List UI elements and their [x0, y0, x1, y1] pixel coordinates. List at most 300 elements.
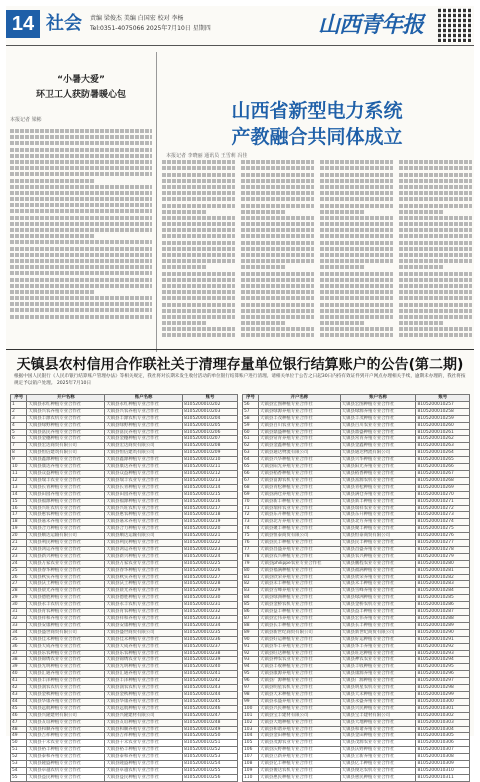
text-line — [10, 222, 152, 226]
table-cell: 8105200010207 — [183, 436, 238, 443]
table-cell: 8105200010252 — [183, 747, 238, 754]
table-cell: 天镇县常青养殖专业合作社 — [259, 436, 341, 443]
table-cell: 8105200010240 — [183, 664, 238, 671]
table-cell: 8105200010242 — [183, 678, 238, 685]
text-line — [320, 210, 364, 214]
text-line — [162, 216, 235, 220]
table-cell: 天镇县益民种植专业合作社 — [105, 774, 183, 781]
table-cell: 天镇县康源养殖专业合作社 — [340, 671, 416, 678]
text-line — [10, 209, 152, 213]
table-cell: 天镇县金桥农机专业合作社 — [340, 602, 416, 609]
table-cell: 天镇县旺达种植专业合作社 — [340, 650, 416, 657]
section-name: 社会 — [46, 13, 82, 34]
table-cell: 天镇县丰收种植专业合作社 — [259, 664, 341, 671]
text-line — [162, 278, 235, 282]
table-row — [243, 443, 470, 450]
text-line — [10, 284, 152, 288]
main-article-byline: 本报记者 李晓丽 通讯员 王雪莉 冯佳 — [166, 153, 248, 159]
text-line — [241, 216, 314, 220]
text-line — [162, 228, 235, 232]
text-line — [320, 315, 393, 319]
table-cell: 天镇县和谐养殖专业合作社 — [259, 726, 341, 733]
table-cell: 8105200010241 — [183, 671, 238, 678]
table-cell: 天镇县友谊种植专业合作社 — [27, 719, 105, 726]
text-line — [162, 173, 235, 177]
table-cell: 天镇县北方养殖专业合作社 — [340, 519, 416, 526]
table-cell: 8105200010212 — [183, 470, 238, 477]
table-row — [243, 553, 470, 560]
table-cell: 68 — [243, 484, 259, 491]
table-cell: 8105200010259 — [416, 415, 470, 422]
text-line — [399, 321, 443, 325]
table-cell: 天镇县隆盛种植专业合作社 — [105, 761, 183, 768]
table-row — [11, 526, 238, 533]
table-cell: 天镇县长青种植专业合作社 — [105, 484, 183, 491]
table-row — [11, 436, 238, 443]
table-cell: 天镇县田园养殖专业合作社 — [105, 491, 183, 498]
table-cell: 天镇县茂源农业专业合作社 — [259, 740, 341, 747]
table-cell: 8105200010268 — [416, 477, 470, 484]
table-cell: 8105200010216 — [183, 498, 238, 505]
table-cell: 8105200010231 — [183, 602, 238, 609]
table-row — [11, 705, 238, 712]
table-cell: 天镇县通达物流有限公司 — [340, 450, 416, 457]
text-line — [399, 315, 472, 319]
table-cell: 天镇县众益种植专业合作社 — [105, 470, 183, 477]
table-cell: 天镇县兴民种植专业合作社 — [340, 705, 416, 712]
table-cell: 8105200010215 — [183, 491, 238, 498]
table-cell: 天镇县广源种植专业合作社 — [340, 678, 416, 685]
table-cell: 8105200010281 — [416, 567, 470, 574]
table-cell: 天镇县乐农种植专业合作社 — [105, 650, 183, 657]
table-cell: 8105200010279 — [416, 553, 470, 560]
table-row — [243, 526, 470, 533]
table-cell: 天镇县吉祥种植专业合作社 — [105, 733, 183, 740]
table-cell: 天镇县丰泽种植专业合作社 — [105, 678, 183, 685]
table-row — [243, 477, 470, 484]
text-line — [162, 241, 235, 245]
table-cell: 44 — [11, 698, 27, 705]
notice-title: 天镇县农村信用合作联社关于清理存量单位银行结算账户的公告(第二期) — [16, 357, 464, 373]
table-cell: 81 — [243, 574, 259, 581]
table-row — [243, 560, 470, 567]
text-line — [162, 234, 235, 238]
text-line — [320, 247, 393, 251]
side-article-body — [10, 129, 152, 319]
table-cell: 8105200010210 — [183, 457, 238, 464]
table-cell: 93 — [243, 657, 259, 664]
table-cell: 8105200010291 — [416, 636, 470, 643]
text-line — [10, 265, 152, 269]
text-line — [241, 309, 314, 313]
table-cell: 8105200010220 — [183, 526, 238, 533]
table-cell: 天镇县顺达运输有限公司 — [105, 533, 183, 540]
table-cell: 8105200010227 — [183, 574, 238, 581]
table-cell: 8105200010273 — [416, 512, 470, 519]
text-line — [320, 265, 364, 269]
table-cell: 天镇县大地种植专业合作社 — [259, 719, 341, 726]
text-line — [10, 253, 152, 257]
text-line — [399, 222, 472, 226]
table-cell: 54 — [11, 767, 27, 774]
text-line — [399, 290, 472, 294]
table-cell: 8105200010282 — [416, 574, 470, 581]
contact-date: Tel:0351-4075066 2025年7月10日 星期四 — [90, 25, 211, 32]
table-cell: 天镇县祥和养殖专业合作社 — [105, 616, 183, 623]
table-cell: 天镇县雪峰养殖专业合作社 — [340, 588, 416, 595]
table-cell: 天镇县鼎盛种植专业合作社 — [259, 429, 341, 436]
text-line — [320, 179, 393, 183]
table-row — [243, 470, 470, 477]
table-cell: 天镇县满仓养殖专业合作社 — [340, 491, 416, 498]
table-cell: 天镇县绿洲种植专业合作社 — [259, 595, 341, 602]
table-row — [11, 774, 238, 781]
table-cell: 8105200010203 — [183, 408, 238, 415]
table-cell: 8105200010311 — [416, 774, 470, 781]
text-line — [162, 309, 235, 313]
table-row — [243, 512, 470, 519]
table-cell: 7 — [11, 443, 27, 450]
text-line — [162, 160, 235, 164]
text-line — [241, 191, 314, 195]
table-cell: 90 — [243, 636, 259, 643]
table-cell: 天镇县丰源农机专业合作社 — [105, 415, 183, 422]
table-cell: 42 — [11, 685, 27, 692]
table-cell: 天镇县聚丰种植专业合作社 — [259, 526, 341, 533]
text-line — [399, 204, 472, 208]
table-cell: 8105200010211 — [183, 464, 238, 471]
table-cell: 天镇县百川农业专业合作社 — [259, 422, 341, 429]
table-cell: 天镇县瑞丰农业专业合作社 — [27, 477, 105, 484]
text-line — [320, 185, 393, 189]
table-cell: 8105200010243 — [183, 685, 238, 692]
table-cell: 106 — [243, 747, 259, 754]
table-cell: 天镇县金桥农机专业合作社 — [259, 602, 341, 609]
table-cell: 33 — [11, 622, 27, 629]
table-cell: 天镇县天禾种植专业合作社 — [259, 691, 341, 698]
table-cell: 天镇县宏伟养殖专业合作社 — [340, 616, 416, 623]
table-cell: 8105200010234 — [183, 622, 238, 629]
table-cell: 67 — [243, 477, 259, 484]
table-cell: 天镇县宝丰建材有限公司 — [340, 712, 416, 719]
table-row — [11, 740, 238, 747]
text-line — [399, 216, 472, 220]
table-cell: 70 — [243, 498, 259, 505]
column-header: 序号 — [11, 395, 27, 402]
table-row — [11, 491, 238, 498]
table-row — [11, 657, 238, 664]
text-line — [241, 228, 314, 232]
table-cell: 101 — [243, 712, 259, 719]
table-cell: 天镇县沃野种植专业合作社 — [259, 747, 341, 754]
table-cell: 8105200010217 — [183, 505, 238, 512]
table-cell: 47 — [11, 719, 27, 726]
table-cell: 8105200010296 — [416, 671, 470, 678]
table-cell: 天镇县光明种植专业合作社 — [105, 664, 183, 671]
table-cell: 天镇县光明种植专业合作社 — [27, 664, 105, 671]
text-line — [399, 197, 472, 201]
table-cell: 天镇县天禾种植专业合作社 — [340, 691, 416, 698]
text-line — [320, 309, 393, 313]
table-cell: 天镇县宏达商贸有限公司 — [27, 443, 105, 450]
table-cell: 天镇县吉祥种植专业合作社 — [27, 733, 105, 740]
table-cell: 天镇县明星农机专业合作社 — [340, 685, 416, 692]
table-cell: 天镇县阳光养殖专业合作社 — [259, 464, 341, 471]
text-line — [162, 210, 206, 214]
table-cell: 8105200010300 — [416, 698, 470, 705]
table-cell: 8105200010228 — [183, 581, 238, 588]
table-cell: 天镇县禾丰种植专业合作社 — [340, 581, 416, 588]
table-row — [243, 691, 470, 698]
text-line — [399, 272, 472, 276]
account-table-left — [10, 394, 238, 782]
table-cell: 8105200010288 — [416, 616, 470, 623]
table-cell: 天镇县康达养殖专业合作社 — [27, 464, 105, 471]
table-row — [243, 671, 470, 678]
table-cell: 39 — [11, 664, 27, 671]
table-cell: 8105200010213 — [183, 477, 238, 484]
table-cell: 天镇县宏达商贸有限公司 — [105, 443, 183, 450]
table-cell: 天镇县永红种植专业合作社 — [27, 401, 105, 408]
table-cell: 天镇县立新养殖专业合作社 — [259, 754, 341, 761]
table-cell: 8105200010283 — [416, 581, 470, 588]
table-cell: 天镇县永盛养殖专业合作社 — [259, 698, 341, 705]
table-cell: 天镇县佳禾种植专业合作社 — [27, 636, 105, 643]
table-cell: 32 — [11, 616, 27, 623]
text-line — [241, 160, 314, 164]
table-row — [243, 588, 470, 595]
column-header: 账户名称 — [340, 395, 416, 402]
table-cell: 天镇县益民种植专业合作社 — [27, 774, 105, 781]
table-cell: 天镇县卓越农机专业合作社 — [105, 767, 183, 774]
table-row — [11, 450, 238, 457]
table-cell: 8105200010209 — [183, 450, 238, 457]
table-cell: 73 — [243, 519, 259, 526]
table-cell: 天镇县泰和养殖专业合作社 — [105, 754, 183, 761]
table-cell: 天镇县锦绣农业专业合作社 — [27, 657, 105, 664]
table-cell: 8105200010295 — [416, 664, 470, 671]
table-row — [243, 540, 470, 547]
table-cell: 9 — [11, 457, 27, 464]
table-row — [11, 664, 238, 671]
text-line — [241, 321, 285, 325]
table-cell: 天镇县丰收种植专业合作社 — [340, 664, 416, 671]
table-cell: 24 — [11, 560, 27, 567]
body-column — [320, 158, 393, 348]
table-cell: 88 — [243, 622, 259, 629]
table-cell: 天镇县金鑫种植专业合作社 — [340, 443, 416, 450]
table-cell: 天镇县富民养殖专业合作社 — [105, 429, 183, 436]
table-row — [11, 581, 238, 588]
table-cell: 87 — [243, 616, 259, 623]
column-header: 开户名称 — [259, 395, 341, 402]
table-cell: 天镇县神农农业专业合作社 — [340, 657, 416, 664]
table-cell: 38 — [11, 657, 27, 664]
table-row — [11, 588, 238, 595]
table-cell: 天镇县philippe农业专业合作社 — [259, 560, 341, 567]
text-line — [10, 148, 152, 152]
table-cell: 天镇县丰源农机专业合作社 — [27, 415, 105, 422]
text-line — [399, 166, 472, 170]
text-line — [241, 259, 314, 263]
table-row — [243, 643, 470, 650]
table-cell: 天镇县嘉禾养殖专业合作社 — [27, 519, 105, 526]
text-line — [399, 160, 472, 164]
column-header: 账号 — [183, 395, 238, 402]
table-row — [243, 664, 470, 671]
table-cell: 天镇县福源种植专业合作社 — [27, 498, 105, 505]
text-line — [320, 284, 393, 288]
table-cell: 天镇县永红种植专业合作社 — [105, 401, 183, 408]
table-cell: 天镇县德胜种植专业合作社 — [27, 595, 105, 602]
table-cell: 天镇县瑞丰农业专业合作社 — [105, 477, 183, 484]
text-line — [320, 327, 393, 331]
table-cell: 8105200010263 — [416, 443, 470, 450]
table-cell: 天镇县合力种植专业合作社 — [105, 526, 183, 533]
table-cell: 天镇县佳禾种植专业合作社 — [105, 636, 183, 643]
table-cell: 天镇县民丰种植专业合作社 — [259, 540, 341, 547]
text-line — [399, 173, 472, 177]
table-cell: 天镇县福源种植专业合作社 — [105, 498, 183, 505]
text-line — [162, 303, 235, 307]
table-cell: 46 — [11, 712, 27, 719]
table-cell: 天镇县青松种植专业合作社 — [259, 484, 341, 491]
table-cell: 天镇县和顺养殖专业合作社 — [27, 726, 105, 733]
table-cell: 8105200010255 — [183, 767, 238, 774]
side-article-byline: 本报记者 梁彬 — [10, 117, 42, 123]
table-cell: 8105200010214 — [183, 484, 238, 491]
table-cell: 69 — [243, 491, 259, 498]
table-cell: 41 — [11, 678, 27, 685]
table-cell: 8105200010229 — [183, 588, 238, 595]
table-cell: 天镇县天成养殖专业合作社 — [105, 643, 183, 650]
table-row — [243, 685, 470, 692]
table-cell: 5 — [11, 429, 27, 436]
table-cell: 天镇县华丰养殖专业合作社 — [259, 643, 341, 650]
table-cell: 天镇县绿洲种植专业合作社 — [340, 595, 416, 602]
table-row — [243, 740, 470, 747]
text-line — [320, 253, 393, 257]
table-cell: 8105200010262 — [416, 436, 470, 443]
table-cell: 天镇县金田种植专业合作社 — [259, 733, 341, 740]
table-row — [11, 505, 238, 512]
page-number: 14 — [6, 10, 40, 38]
table-cell: 8105200010293 — [416, 650, 470, 657]
table-cell: 天镇县瑞祥农业专业合作社 — [340, 505, 416, 512]
body-column — [399, 158, 472, 348]
text-line — [10, 271, 152, 275]
table-cell: 102 — [243, 719, 259, 726]
text-line — [10, 216, 152, 220]
account-tables — [10, 394, 470, 782]
table-row — [11, 685, 238, 692]
table-row — [11, 464, 238, 471]
table-cell: 天镇县兴农养殖专业合作社 — [27, 408, 105, 415]
table-row — [11, 767, 238, 774]
text-line — [10, 135, 152, 139]
column-header: 账号 — [416, 395, 470, 402]
text-line — [241, 265, 285, 269]
text-line — [241, 173, 314, 177]
table-cell: 天镇县惠农种植专业合作社 — [27, 512, 105, 519]
table-cell: 18 — [11, 519, 27, 526]
table-cell: 天镇县晨光养殖专业合作社 — [105, 588, 183, 595]
table-cell: 8105200010245 — [183, 698, 238, 705]
text-line — [399, 185, 472, 189]
table-cell: 8105200010224 — [183, 553, 238, 560]
table-cell: 天镇县聚丰种植专业合作社 — [340, 526, 416, 533]
table-cell: 天镇县恒泰商贸有限公司 — [340, 533, 416, 540]
text-line — [320, 333, 393, 337]
table-row — [11, 719, 238, 726]
table-row — [11, 650, 238, 657]
editor-credits: 责编 梁俊杰 美编 白国宏 校对 李杨 — [90, 15, 184, 22]
table-cell: 8105200010205 — [183, 422, 238, 429]
table-cell: 8105200010223 — [183, 546, 238, 553]
text-line — [241, 179, 314, 183]
text-line — [10, 141, 152, 145]
text-line — [320, 272, 393, 276]
table-row — [243, 636, 470, 643]
table-row — [243, 546, 470, 553]
table-cell: 天镇县鑫源种植专业合作社 — [105, 457, 183, 464]
text-line — [162, 284, 235, 288]
table-cell: 45 — [11, 705, 27, 712]
table-cell: 8105200010265 — [416, 457, 470, 464]
table-cell: 天镇县阳光养殖专业合作社 — [340, 464, 416, 471]
table-row — [11, 747, 238, 754]
table-row — [243, 484, 470, 491]
table-cell: 8105200010298 — [416, 685, 470, 692]
text-line — [162, 315, 235, 319]
table-cell: 天镇县和顺养殖专业合作社 — [105, 726, 183, 733]
table-cell: 天镇县沃土种植专业合作社 — [105, 581, 183, 588]
table-cell: 天镇县好运种植专业合作社 — [259, 636, 341, 643]
text-line — [10, 179, 95, 183]
text-line — [241, 272, 314, 276]
table-cell: 61 — [243, 436, 259, 443]
text-line — [320, 173, 393, 177]
table-cell: 天镇县丰茂种植专业合作社 — [340, 415, 416, 422]
table-cell: 8105200010250 — [183, 733, 238, 740]
account-table-right — [242, 394, 470, 782]
table-cell: 8105200010285 — [416, 595, 470, 602]
table-cell: 天镇县永丰农机专业合作社 — [105, 602, 183, 609]
table-cell: 8105200010257 — [416, 401, 470, 408]
table-cell: 天镇县鼎盛种植专业合作社 — [340, 429, 416, 436]
table-cell: 60 — [243, 429, 259, 436]
text-line — [399, 247, 472, 251]
table-cell: 43 — [11, 691, 27, 698]
table-row — [11, 754, 238, 761]
table-cell: 21 — [11, 540, 27, 547]
table-cell: 天镇县旺达种植专业合作社 — [259, 650, 341, 657]
table-cell: 8105200010238 — [183, 650, 238, 657]
text-line — [320, 303, 393, 307]
text-line — [320, 290, 393, 294]
text-line — [399, 228, 472, 232]
table-cell: 104 — [243, 733, 259, 740]
table-row — [11, 408, 238, 415]
text-line — [10, 247, 152, 251]
text-line — [399, 234, 472, 238]
table-cell: 天镇县千禾农业专业合作社 — [105, 740, 183, 747]
table-cell: 8105200010253 — [183, 754, 238, 761]
table-cell: 98 — [243, 691, 259, 698]
text-line — [10, 172, 152, 176]
text-line — [162, 259, 235, 263]
table-cell: 8105200010267 — [416, 470, 470, 477]
